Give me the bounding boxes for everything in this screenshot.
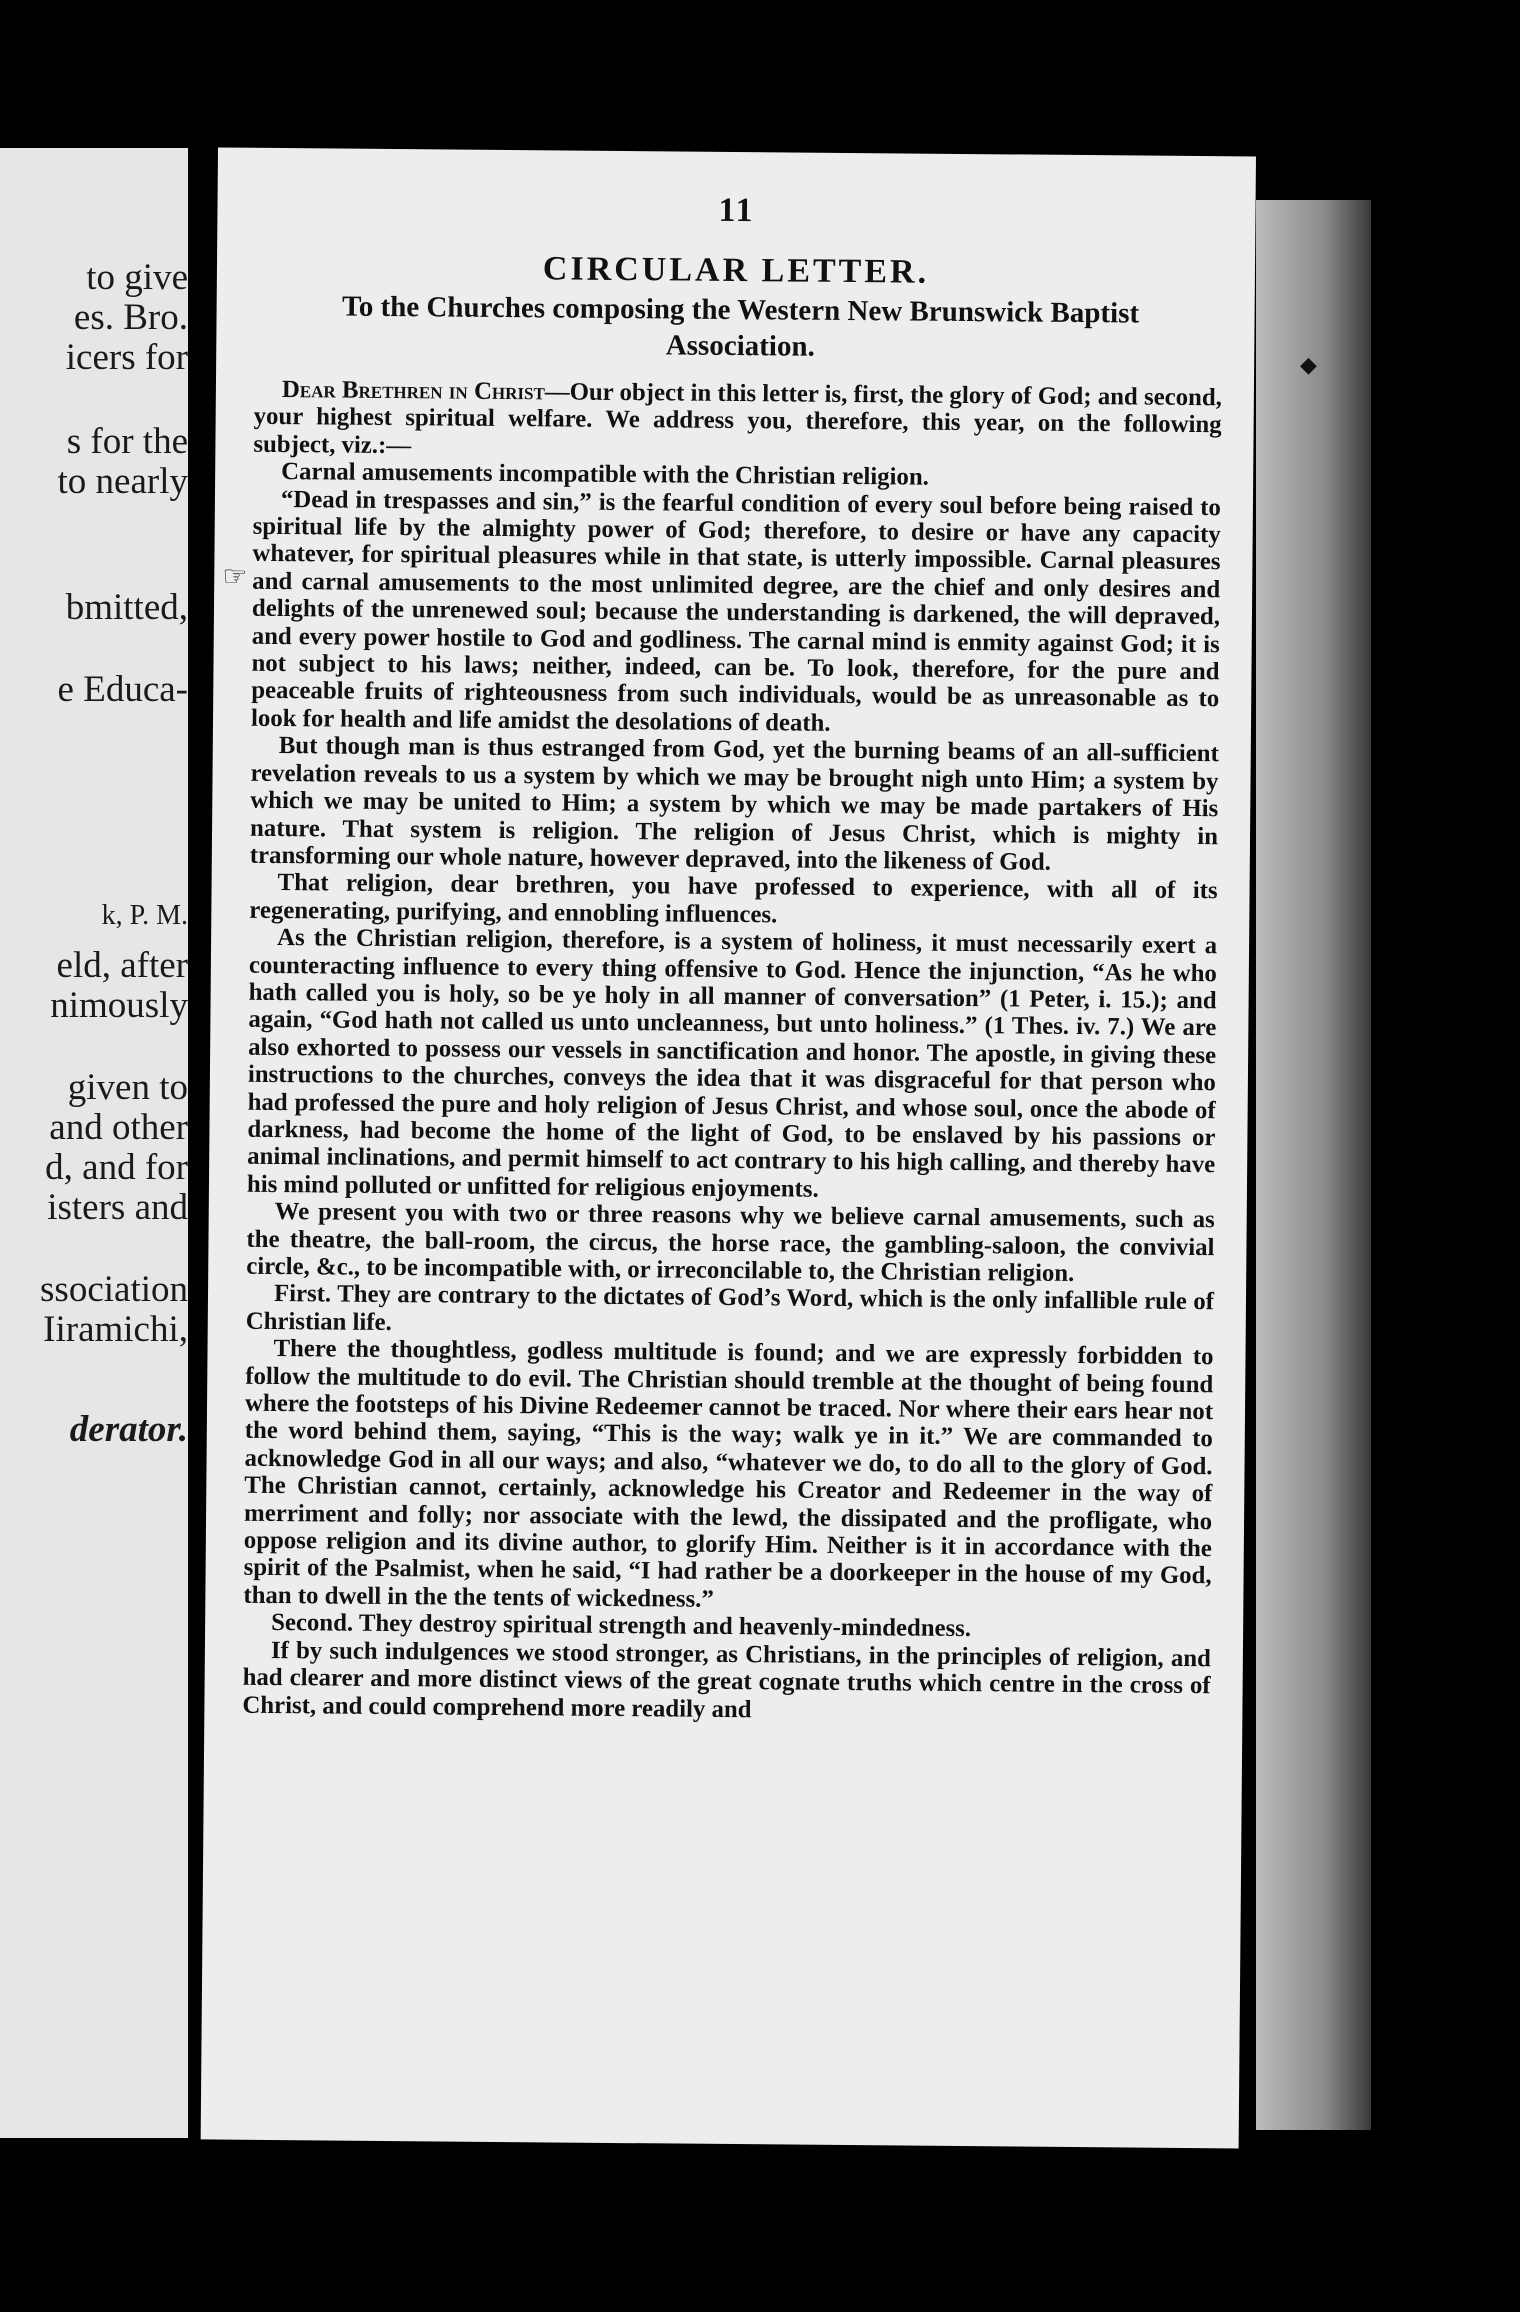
- left-page-text-fragment: given to: [67, 1067, 188, 1108]
- left-page-text-fragment: derator.: [69, 1409, 188, 1450]
- left-page-text-fragment: e Educa-: [57, 669, 188, 710]
- paragraph: There the thoughtless, godless multitude is found; and we are expressly forbidden to follow the multitude to do evil. The Christian should tremble at the thought of being found where the footsteps of his Divine Redeemer cannot be traced. Nor where their ears hear not the word behind them, saying, “This is the way; walk ye in it.” We are commanded to acknowledge God in all our ways; and also, “whatever we do, to do all to the glory of God. The Christian cannot, certainly, acknowledge his Creator and Redeemer in the way of merriment and folly; nor associate with the lewd, the dissipated and the profligate, who oppose religion and its divine author, to glorify Him. Neither is it in accordance with the spirit of the Psalmist, when he said, “I had rather be a doorkeeper in the house of my God, than to dwell in the the tents of wickedness.”: [243, 1335, 1214, 1613]
- left-facing-page: [0, 148, 188, 2138]
- paragraph: If by such indulgences we stood stronger, as Christians, in the principles of religion, and had clearer and more distinct views of the great cognate truths which centre in the cross of Christ, and could comprehend more readily and: [242, 1636, 1211, 1723]
- paragraph: We present you with two or three reasons why we believe carnal amusements, such as the theatre, the ball-room, the circus, the horse race, the gambling-saloon, the convivial circle, &c., to be incompatible with, or irreconcilable to, the Christian religion.: [246, 1198, 1215, 1287]
- letter-body: [242, 376, 1222, 1727]
- left-page-text-fragment: Iiramichi,: [43, 1309, 188, 1350]
- paragraph: —Our object in this letter is, first, the glory of God; and second, your highest spiritual welfare. We address you, therefore, this year, on the following subject, viz.:—: [253, 378, 1223, 459]
- paragraph: Second. They destroy spiritual strength and heavenly-mindedness.: [271, 1609, 972, 1643]
- page-number: 11: [718, 191, 755, 230]
- margin-mark-icon: ◆: [1300, 352, 1317, 377]
- left-page-text-fragment: bmitted,: [65, 587, 188, 628]
- left-page-text-fragment: and other: [49, 1107, 188, 1148]
- paragraph: As the Christian religion, therefore, is a system of holiness, it must necessarily exert a counteracting influence to every thing offensive to God. Hence the injunction, “As he who hath called you is holy, so be ye holy in all manner of conversation” (1 Peter, i. 15.); and again, “God hath not called us unto uncleanness, but unto holiness.” (1 Thes. iv. 7.) We are also exhorted to possess our vessels in sanctification and honor. The apostle, in giving these instructions to the churches, conveys the idea that it was disgraceful for that person who had professed the pure and holy religion of Jesus Christ, and whose soul, once the abode of darkness, had become the home of the light of God, to be enslaved by his passions or animal inclinations, and permit himself to act contrary to his high calling, and thereby have his mind polluted or unfitted for religious enjoyments.: [246, 924, 1218, 1203]
- document-page: [201, 147, 1256, 2148]
- left-page-text-fragment: eld, after: [56, 945, 188, 986]
- left-page-text-fragment: icers for: [65, 337, 188, 378]
- left-page-text-fragment: nimously: [50, 985, 188, 1026]
- left-page-text-fragment: isters and: [47, 1187, 188, 1228]
- salutation: Dear Brethren in Christ: [281, 376, 545, 406]
- left-page-text-fragment: ssociation: [40, 1269, 188, 1310]
- pointing-hand-icon: ☞: [222, 561, 248, 593]
- paragraph: “Dead in trespasses and sin,” is the fearful condition of every soul before being raised to spiritual life by the almighty power of God; therefore, to desire or have any capacity whatever, for spiritual pleasures while in that state, is utterly impossible. Carnal pleasures and carnal amusements to the most unlimited degree, are the chief and only desires and delights of the unrenewed soul; because the understanding is darkened, the will depraved, and every power hostile to God and godliness. The carnal mind is enmity against God; it is not subject to his laws; neither, indeed, can be. To look, therefore, for the pure and peaceable fruits of righteousness from such individuals, would be as unreasonable as to look for health and life amidst the desolations of death.: [250, 485, 1222, 737]
- page-title: CIRCULAR LETTER.: [542, 250, 930, 291]
- left-page-text-fragment: es. Bro.: [73, 297, 188, 338]
- paragraph: First. They are contrary to the dictates of God’s Word, which is the only infallible rule of Christian life.: [245, 1280, 1215, 1336]
- left-page-text-fragment: to give: [86, 257, 188, 298]
- paragraph: That religion, dear brethren, you have professed to experience, with all of its regenerating, purifying, and ennobling influences.: [249, 869, 1218, 929]
- left-page-text-fragment: k, P. M.: [101, 900, 188, 931]
- left-page-text-fragment: to nearly: [57, 461, 188, 502]
- left-page-text-fragment: d, and for: [45, 1147, 188, 1188]
- paragraph: But though man is thus estranged from God, yet the burning beams of an all-sufficient revelation reveals to us a system by which we may be brought nigh unto Him; a system by which we may be united to Him; a system by which we may be made partakers of His nature. That system is religion. The religion of Jesus Christ, which is mighty in transforming our whole nature, however depraved, into the likeness of God.: [249, 732, 1219, 876]
- paragraph: Carnal amusements incompatible with the Christian religion.: [281, 458, 930, 491]
- book-edge: [1256, 200, 1371, 2130]
- page-subtitle: To the Churches composing the Western New Brunswick Baptist Association.: [341, 290, 1140, 363]
- left-page-text-fragment: s for the: [66, 421, 188, 462]
- salutation-paragraph: [253, 376, 1222, 467]
